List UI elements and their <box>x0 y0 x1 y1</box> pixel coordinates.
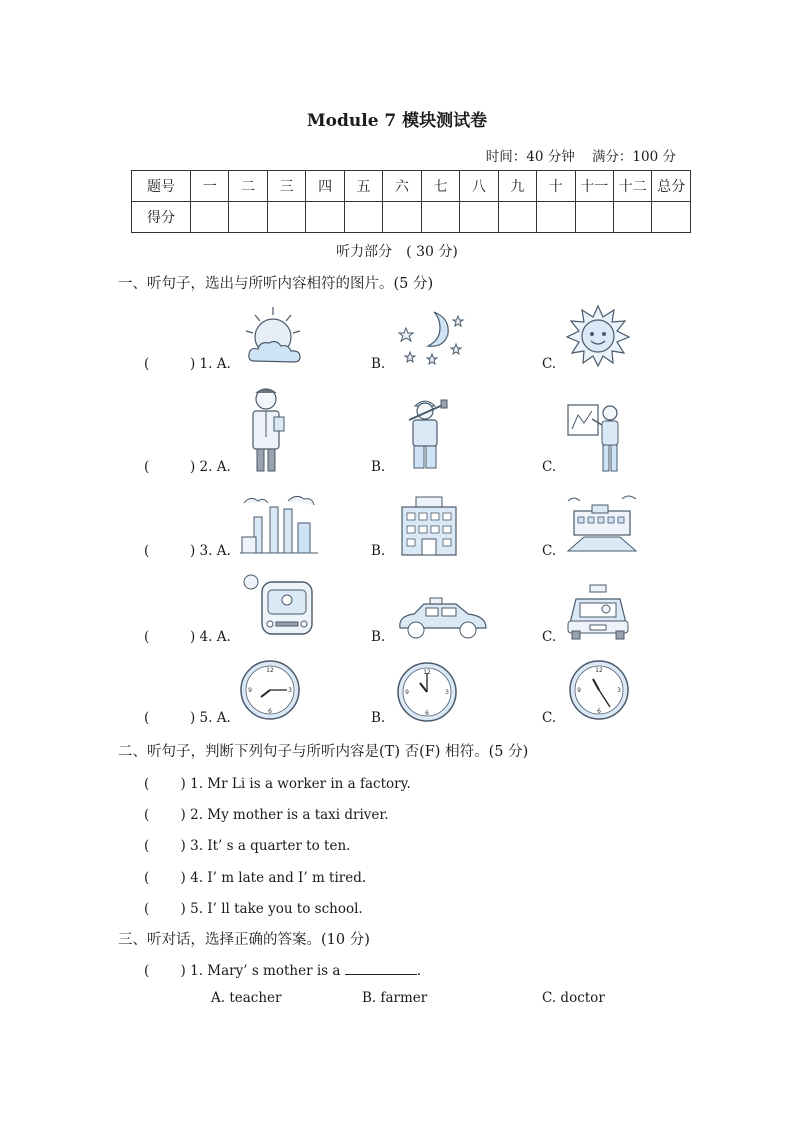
header-cell: 四 <box>306 171 344 202</box>
section3-question-1 <box>144 959 421 979</box>
full-score: 满分：100 分 <box>591 149 676 165</box>
svg-text:6: 6 <box>425 710 429 717</box>
header-cell: 六 <box>383 171 421 202</box>
header-cell: 二 <box>229 171 267 202</box>
header-cell: 八 <box>460 171 498 202</box>
svg-text:9: 9 <box>405 689 409 696</box>
q3-label: ) 3. A. <box>190 543 231 559</box>
score-cell[interactable] <box>575 202 613 233</box>
header-cell: 十 <box>537 171 575 202</box>
factory-icon <box>240 493 318 557</box>
q2-option-c: C. <box>542 459 557 475</box>
q2-paren: ( <box>144 459 150 475</box>
section2-item: ( ) 2. My mother is a taxi driver. <box>144 807 389 823</box>
listening-part-heading: 听力部分 ( 30 分) <box>336 244 458 260</box>
time-limit: 时间：40 分钟 <box>485 149 575 165</box>
header-cell: 一 <box>191 171 229 202</box>
header-cell: 十二 <box>613 171 651 202</box>
header-cell: 五 <box>344 171 382 202</box>
q4-paren: ( <box>144 629 150 645</box>
svg-text:9: 9 <box>248 687 252 694</box>
exam-meta <box>486 145 676 165</box>
svg-text:12: 12 <box>266 667 274 674</box>
score-cell[interactable] <box>460 202 498 233</box>
section3-option-a: A. teacher <box>211 990 282 1006</box>
q1-option-b: B. <box>371 356 386 372</box>
svg-text:6: 6 <box>597 708 601 715</box>
header-cell: 总分 <box>652 171 691 202</box>
taxi-side-icon <box>394 598 490 642</box>
q3-option-c: C. <box>542 543 557 559</box>
q3-option-b: B. <box>371 543 386 559</box>
header-label: 题号 <box>132 171 191 202</box>
clock-icon <box>239 659 301 721</box>
smiling-sun-icon <box>566 305 630 367</box>
section3-option-c: C. doctor <box>542 990 605 1006</box>
score-cell[interactable] <box>613 202 651 233</box>
section2-item: ( ) 1. Mr Li is a worker in a factory. <box>144 776 411 792</box>
q1-label: ) 1. A. <box>190 356 231 372</box>
q3-paren: ( <box>144 543 150 559</box>
svg-text:12: 12 <box>595 667 603 674</box>
score-cell[interactable] <box>191 202 229 233</box>
score-cell[interactable] <box>537 202 575 233</box>
moon-stars-icon <box>398 308 466 368</box>
svg-text:12: 12 <box>423 669 431 676</box>
score-cell[interactable] <box>652 202 691 233</box>
answer-blank[interactable] <box>345 962 417 975</box>
q1-paren: ( <box>144 356 150 372</box>
teacher-icon <box>566 403 626 473</box>
header-cell: 十一 <box>575 171 613 202</box>
page-title: Module 7 模块测试卷 <box>306 111 488 131</box>
q1-option-c: C. <box>542 356 557 372</box>
score-cell[interactable] <box>383 202 421 233</box>
q4-label: ) 4. A. <box>190 629 231 645</box>
score-cell[interactable] <box>267 202 305 233</box>
header-cell: 七 <box>421 171 459 202</box>
svg-text:3: 3 <box>288 687 292 694</box>
section3-q1-text: ( ) 1. Mary’ s mother is a <box>144 963 341 979</box>
q4-option-c: C. <box>542 629 557 645</box>
score-cell[interactable] <box>306 202 344 233</box>
q4-option-b: B. <box>371 629 386 645</box>
bus-icon <box>240 572 316 638</box>
section3-option-b: B. farmer <box>362 990 428 1006</box>
clock-icon <box>568 659 630 721</box>
score-table <box>131 170 691 233</box>
score-cell[interactable] <box>229 202 267 233</box>
q5-option-c: C. <box>542 710 557 726</box>
section3-q1-end: . <box>416 963 422 979</box>
svg-text:3: 3 <box>617 687 621 694</box>
taxi-front-icon <box>566 585 630 641</box>
doctor-icon <box>244 387 290 473</box>
school-icon <box>566 493 638 553</box>
q5-option-b: B. <box>371 710 386 726</box>
hospital-icon <box>398 495 460 557</box>
score-table-header-row <box>132 171 691 202</box>
header-cell: 九 <box>498 171 536 202</box>
section2-item: ( ) 3. It’ s a quarter to ten. <box>144 838 351 854</box>
clock-icon <box>396 661 458 723</box>
section2-item: ( ) 4. I’ m late and I’ m tired. <box>144 870 367 886</box>
section2-title: 二、听句子，判断下列句子与所听内容是(T) 否(F) 相符。(5 分) <box>118 744 529 760</box>
q2-label: ) 2. A. <box>190 459 231 475</box>
q5-paren: ( <box>144 710 150 726</box>
section2-item: ( ) 5. I’ ll take you to school. <box>144 901 363 917</box>
worker-icon <box>405 396 451 472</box>
score-cell[interactable] <box>421 202 459 233</box>
q5-label: ) 5. A. <box>190 710 231 726</box>
svg-text:6: 6 <box>268 708 272 715</box>
row-label: 得分 <box>132 202 191 233</box>
q2-option-b: B. <box>371 459 386 475</box>
section1-title: 一、听句子，选出与所听内容相符的图片。(5 分) <box>118 276 434 292</box>
section3-title: 三、听对话，选择正确的答案。(10 分) <box>118 932 370 948</box>
header-cell: 三 <box>267 171 305 202</box>
score-cell[interactable] <box>498 202 536 233</box>
sun-cloud-icon <box>240 305 310 367</box>
score-table-score-row <box>132 202 691 233</box>
svg-text:3: 3 <box>445 689 449 696</box>
score-cell[interactable] <box>344 202 382 233</box>
svg-text:9: 9 <box>577 687 581 694</box>
